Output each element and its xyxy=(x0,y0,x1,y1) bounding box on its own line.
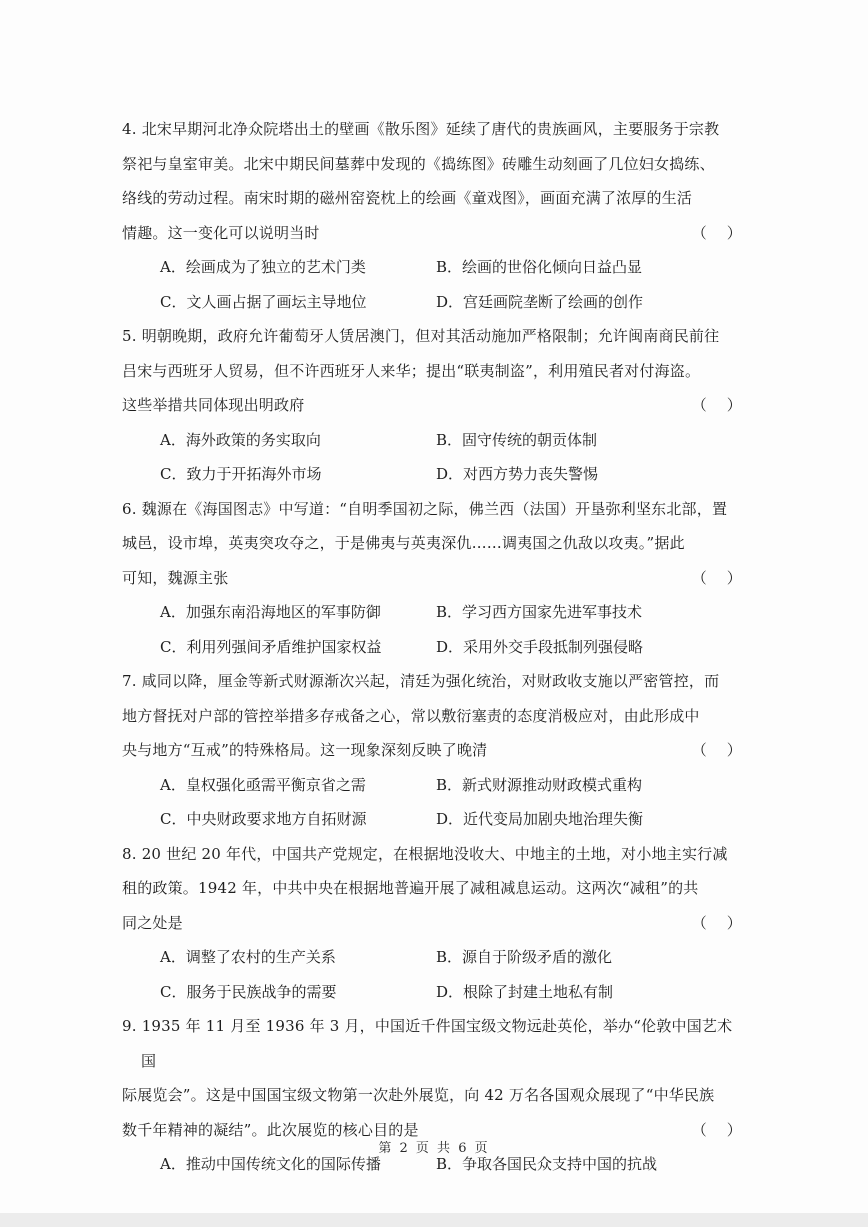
question-stem-line xyxy=(122,664,744,699)
option-A[interactable]: A．皇权强化亟需平衡京省之需 xyxy=(160,775,366,794)
option-A[interactable]: A．推动中国传统文化的国际传播 xyxy=(160,1155,381,1173)
option-C[interactable]: C．致力于开拓海外市场 xyxy=(160,465,322,483)
stem-text: 城邑，设市埠，英夷突攻夺之，于是佛夷与英夷深仇……调夷国之仇敌以攻夷。”据此 xyxy=(122,534,685,552)
option-A[interactable]: A．调整了农村的生产关系 xyxy=(160,948,336,966)
question-7 xyxy=(122,664,744,837)
stem-text: 1935 年 11 月至 1936 年 3 月，中国近千件国宝级文物远赴英伦，举办“伦敦中国艺术国 xyxy=(141,1017,733,1070)
question-stem-line xyxy=(122,492,744,527)
stem-text: 这些举措共同体现出明政府 xyxy=(122,396,305,414)
question-stem-line xyxy=(122,112,744,147)
options-row xyxy=(160,457,744,492)
question-4 xyxy=(122,112,744,319)
scan-bottom-edge xyxy=(0,1213,868,1227)
option-B[interactable]: B．学习西方国家先进军事技术 xyxy=(436,603,643,621)
question-number: 9. xyxy=(122,1017,137,1035)
options-row xyxy=(160,768,744,803)
stem-text: 络线的劳动过程。南宋时期的磁州窑瓷枕上的绘画《童戏图》，画面充满了浓厚的生活 xyxy=(122,189,693,207)
option-D[interactable]: D．近代变局加剧央地治理失衡 xyxy=(436,810,644,828)
question-list xyxy=(122,112,744,1182)
options-row xyxy=(160,630,744,665)
stem-text: 祭祀与皇室审美。北宋中期民间墓葬中发现的《捣练图》砖雕生动刻画了几位妇女捣练、 xyxy=(122,154,715,173)
option-D[interactable]: D．根除了封建土地私有制 xyxy=(436,982,614,1001)
options-group xyxy=(122,423,744,492)
question-stem-line xyxy=(122,181,744,216)
stem-text: 咸同以降，厘金等新式财源渐次兴起，清廷为强化统治，对财政收支施以严密管控，而 xyxy=(141,672,720,690)
stem-text: 同之处是 xyxy=(122,913,183,932)
option-D[interactable]: D．宫廷画院垄断了绘画的创作 xyxy=(436,292,644,311)
question-6 xyxy=(122,492,744,665)
option-B[interactable]: B．固守传统的朝贡体制 xyxy=(436,430,598,449)
answer-bracket[interactable]: （ ） xyxy=(691,913,742,932)
stem-text: 数千年精神的凝结”。此次展览的核心目的是 xyxy=(122,1120,419,1139)
options-row xyxy=(160,595,744,630)
question-stem-line xyxy=(122,147,744,182)
question-stem-line xyxy=(122,733,744,768)
stem-text: 北宋早期河北净众院塔出土的壁画《散乐图》延续了唐代的贵族画风，主要服务于宗教 xyxy=(141,120,720,138)
option-B[interactable]: B．争取各国民众支持中国的抗战 xyxy=(436,1155,658,1173)
option-B[interactable]: B．源自于阶级矛盾的激化 xyxy=(436,948,613,966)
question-5 xyxy=(122,319,744,492)
options-group xyxy=(122,768,744,837)
options-row xyxy=(160,250,744,285)
answer-bracket[interactable]: （ ） xyxy=(691,741,742,759)
question-stem-line xyxy=(122,526,744,561)
answer-bracket[interactable]: （ ） xyxy=(691,568,742,587)
options-row xyxy=(160,423,744,458)
stem-text: 际展览会”。这是中国国宝级文物第一次赴外展览，向 42 万名各国观众展现了“中华民族 xyxy=(122,1086,715,1104)
option-B[interactable]: B．绘画的世俗化倾向日益凸显 xyxy=(436,258,643,276)
question-stem-line xyxy=(122,216,744,251)
question-stem-line xyxy=(122,319,744,354)
question-8 xyxy=(122,837,744,1010)
options-group xyxy=(122,595,744,664)
question-stem-line xyxy=(122,354,744,389)
options-row xyxy=(160,285,744,320)
question-number: 5. xyxy=(122,327,137,345)
options-group xyxy=(122,250,744,319)
question-stem-line xyxy=(122,699,744,734)
answer-bracket[interactable]: （ ） xyxy=(691,396,742,414)
option-C[interactable]: C．服务于民族战争的需要 xyxy=(160,982,337,1001)
question-number: 4. xyxy=(122,120,137,138)
question-number: 7. xyxy=(122,672,137,690)
option-C[interactable]: C．利用列强间矛盾维护国家权益 xyxy=(160,637,382,656)
question-stem-line xyxy=(122,388,744,423)
options-row xyxy=(160,802,744,837)
question-stem-line xyxy=(122,561,744,596)
option-A[interactable]: A．绘画成为了独立的艺术门类 xyxy=(160,258,366,276)
question-stem-line xyxy=(122,871,744,906)
stem-text: 20 世纪 20 年代，中国共产党规定，在根据地没收大、中地主的土地，对小地主实行减 xyxy=(141,844,728,863)
question-number: 6. xyxy=(122,499,137,518)
stem-text: 地方督抚对户部的管控举措多存戒备之心，常以敷衍塞责的态度消极应对，由此形成中 xyxy=(122,706,700,725)
option-C[interactable]: C．文人画占据了画坛主导地位 xyxy=(160,292,367,311)
stem-text: 情趣。这一变化可以说明当时 xyxy=(122,223,320,242)
option-A[interactable]: A．海外政策的务实取向 xyxy=(160,430,321,449)
stem-text: 明朝晚期，政府允许葡萄牙人赁居澳门，但对其活动施加严格限制；允许闽南商民前往 xyxy=(141,327,720,345)
stem-text: 吕宋与西班牙人贸易，但不许西班牙人来华；提出“联夷制盗”，利用殖民者对付海盗。 xyxy=(122,361,701,380)
options-row xyxy=(160,940,744,975)
stem-text: 可知，魏源主张 xyxy=(122,568,229,587)
question-stem-line xyxy=(122,1078,744,1113)
answer-bracket[interactable]: （ ） xyxy=(691,223,742,242)
question-stem-line xyxy=(122,906,744,941)
question-stem-line xyxy=(122,1009,744,1078)
option-D[interactable]: D．对西方势力丧失警惕 xyxy=(436,465,599,483)
question-stem-line xyxy=(122,837,744,872)
options-group xyxy=(122,940,744,1009)
question-number: 8. xyxy=(122,844,137,863)
option-A[interactable]: A．加强东南沿海地区的军事防御 xyxy=(160,603,381,621)
stem-text: 魏源在《海国图志》中写道：“自明季国初之际，佛兰西（法国）开垦弥利坚东北部，置 xyxy=(141,499,728,518)
option-C[interactable]: C．中央财政要求地方自拓财源 xyxy=(160,810,367,828)
stem-text: 租的政策。1942 年，中共中央在根据地普遍开展了减租减息运动。这两次“减租”的共 xyxy=(122,879,699,897)
option-D[interactable]: D．采用外交手段抵制列强侵略 xyxy=(436,637,644,656)
stem-text: 央与地方“互戒”的特殊格局。这一现象深刻反映了晚清 xyxy=(122,741,488,759)
page-footer: 第 2 页 共 6 页 xyxy=(378,1141,490,1156)
options-row xyxy=(160,975,744,1010)
answer-bracket[interactable]: （ ） xyxy=(691,1120,742,1139)
option-B[interactable]: B．新式财源推动财政模式重构 xyxy=(436,775,643,794)
